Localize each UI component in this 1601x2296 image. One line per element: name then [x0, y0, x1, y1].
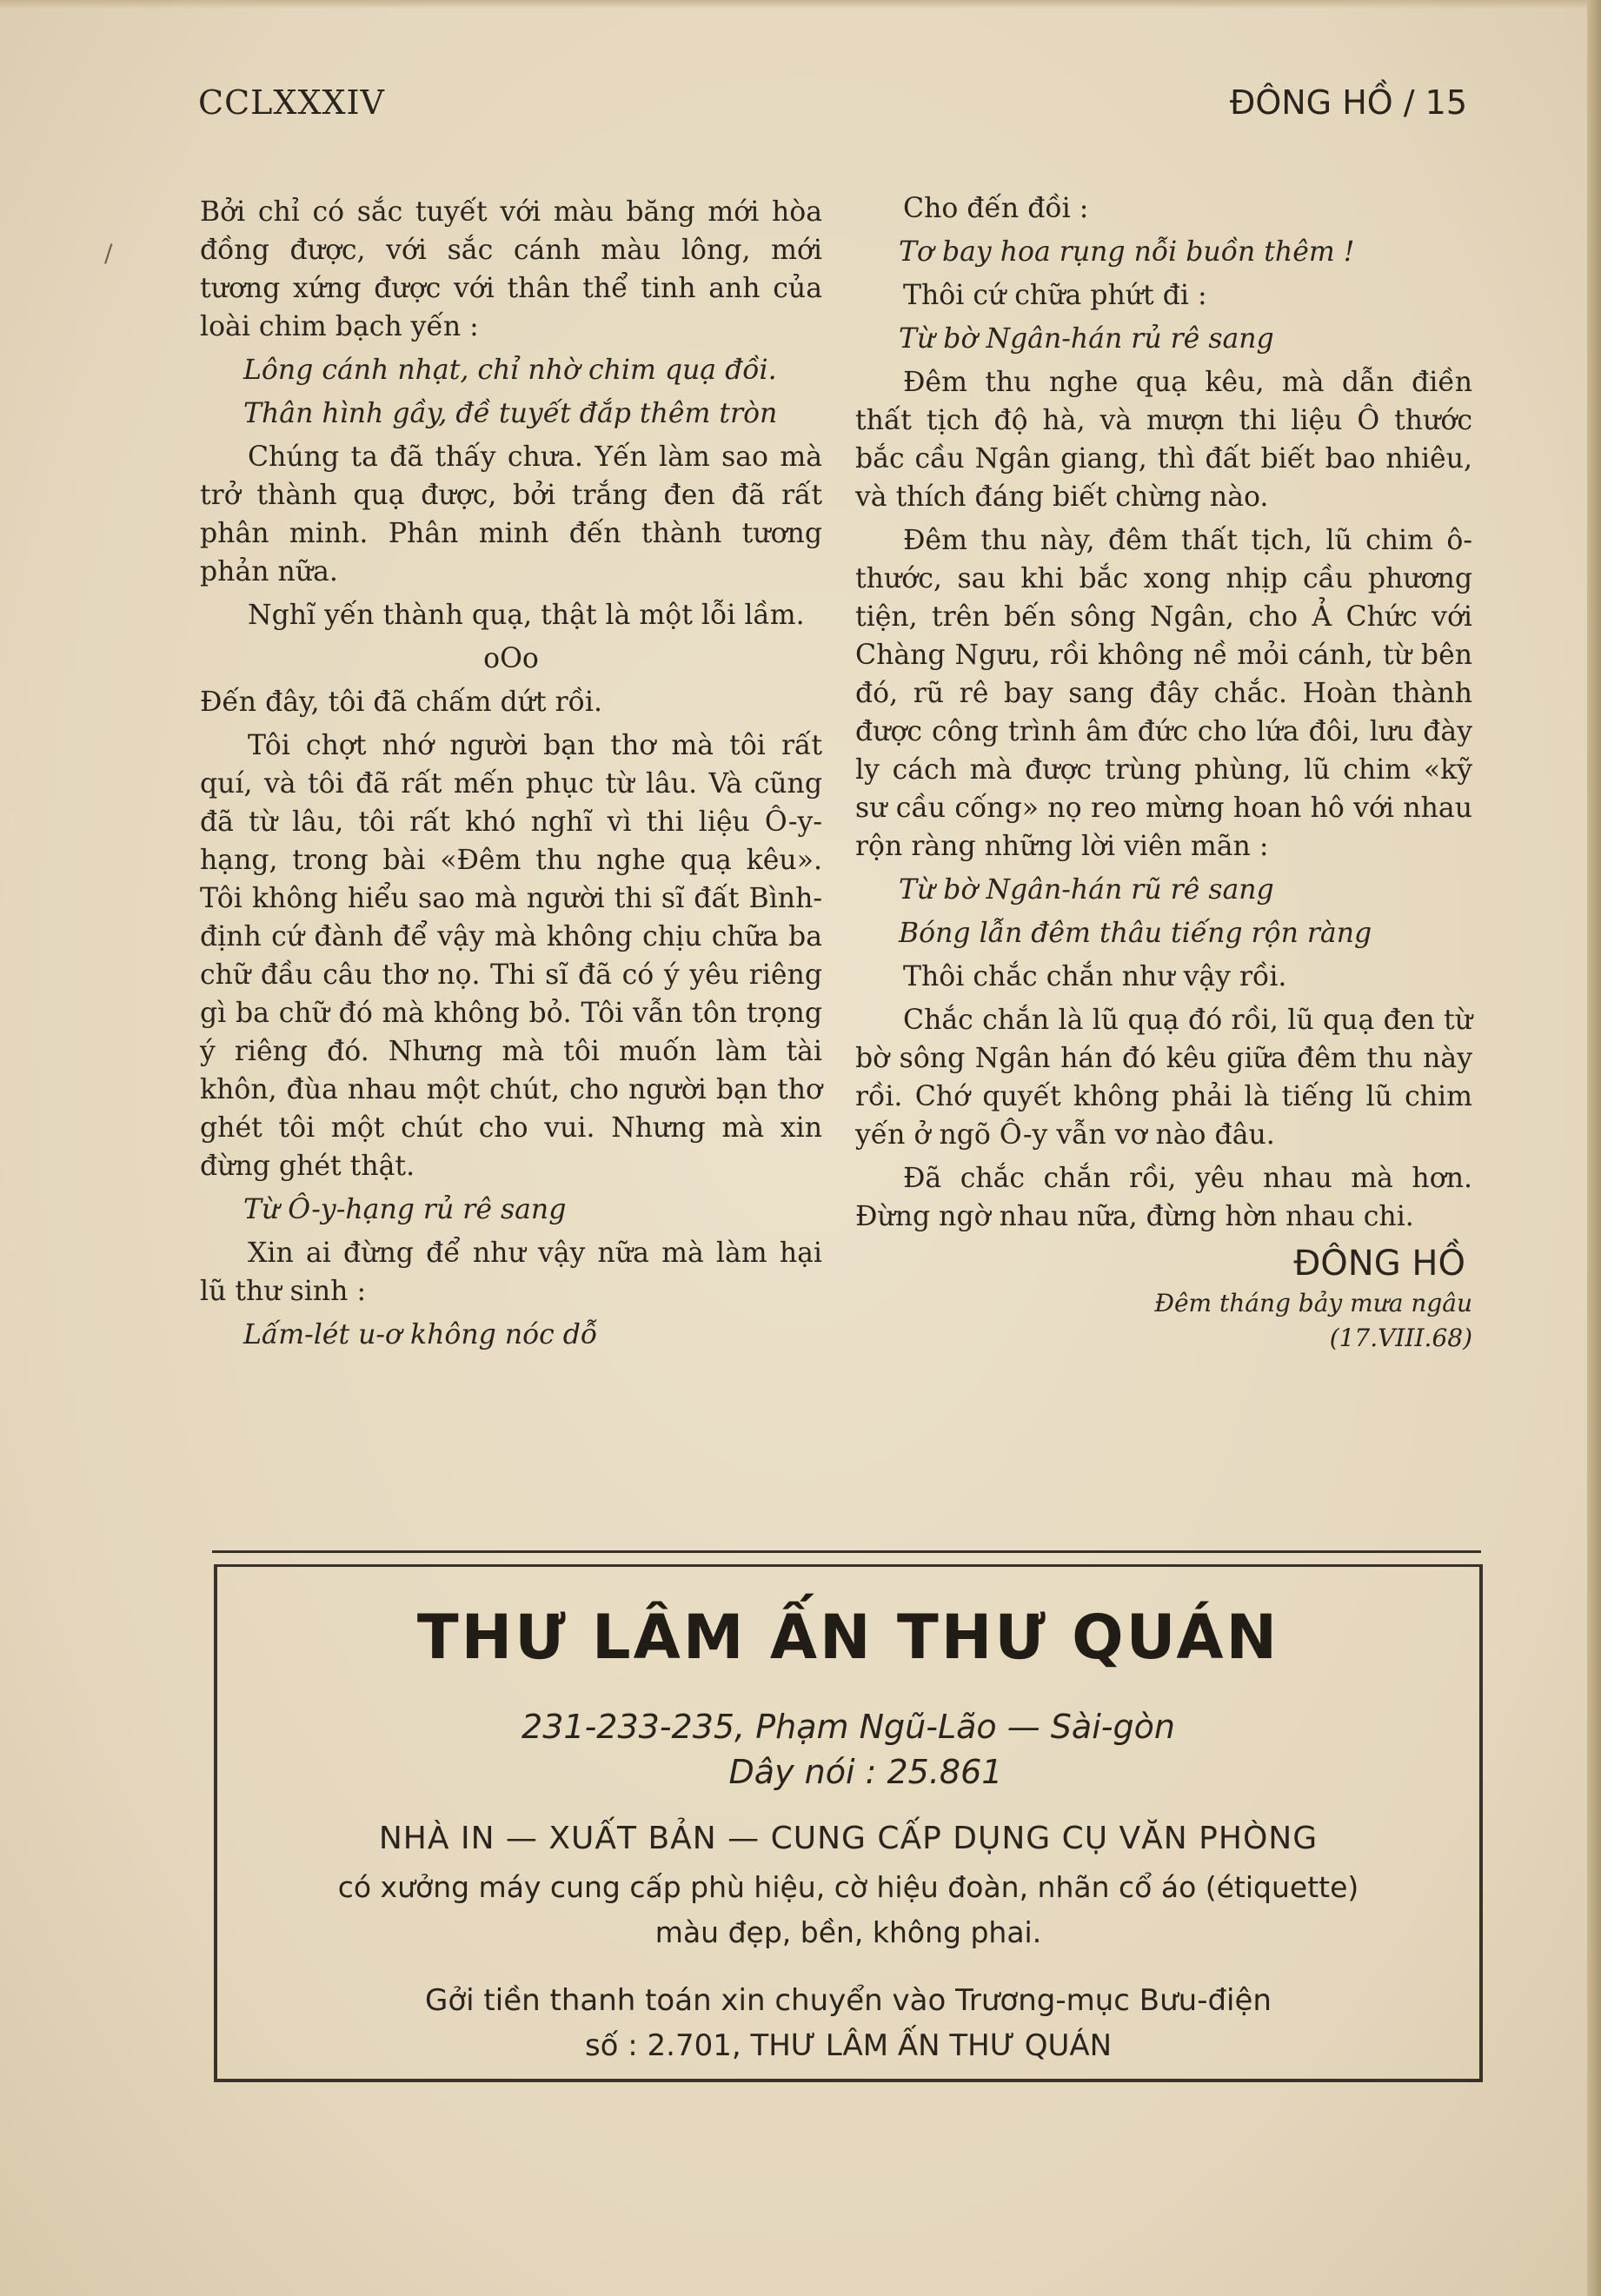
- signature-date: (17.VIII.68): [1329, 1324, 1472, 1352]
- verse-line: Từ bờ Ngân-hán rũ rê sang: [899, 874, 1274, 906]
- ad-description-line: màu đẹp, bền, không phai.: [654, 1915, 1042, 1949]
- signature-date-line: Đêm tháng bảy mưa ngâu: [1154, 1289, 1472, 1317]
- verse-line: Từ Ô-y-hạng rủ rê sang: [243, 1194, 567, 1225]
- paragraph: Chắc chắn là lũ quạ đó rồi, lũ quạ đen từ bờ sông Ngân hán đó kêu giữa đêm thu này rồi. Chớ quyết không phải là tiếng lũ chim yến ở ngõ Ô-y vẫn vơ nào đâu.: [855, 1005, 1472, 1151]
- section-separator: oOo: [483, 643, 539, 674]
- divider-rule: [212, 1550, 1481, 1553]
- margin-mark: /: [104, 239, 113, 268]
- paragraph: Tôi chợt nhớ người bạn thơ mà tôi rất quí, và tôi đã rất mến phục từ lâu. Và cũng đã từ lâu, tôi rất khó nghĩ vì thi liệu Ô-y-hạng, trong bài «Đêm thu nghe quạ kêu». Tôi không hiểu sao mà người thi sĩ đất Bình-định cứ đành để vậy mà không chịu chữa ba chữ đầu câu thơ nọ. Thi sĩ đã có ý yêu riêng gì ba chữ đó mà không bỏ. Tôi vẫn tôn trọng ý riêng đó. Nhưng mà tôi muốn làm tài khôn, đùa nhau một chút, cho người bạn thơ ghét tôi một chút cho vui. Nhưng mà xin đừng ghét thật.: [200, 730, 822, 1182]
- ad-description: [217, 1865, 1479, 1955]
- ad-phone: Dây nói : 25.861: [728, 1753, 1003, 1791]
- page-top-edge: [0, 0, 1601, 9]
- verse-line: Lấm-lét u-ơ không nóc dỗ: [243, 1319, 598, 1350]
- ad-title: THƯ LÂM ẤN THƯ QUÁN: [416, 1602, 1280, 1673]
- ad-payment-info: [217, 1978, 1479, 2068]
- paragraph: Chúng ta đã thấy chưa. Yến làm sao mà trở thành quạ được, bởi trắng đen đã rất phân minh. Phân minh đến thành tương phản nữa.: [200, 441, 822, 587]
- verse-line: Bóng lẫn đêm thâu tiếng rộn ràng: [899, 918, 1372, 949]
- issue-number: CCLXXXIV: [198, 83, 385, 122]
- paragraph: Đến đây, tôi đã chấm dứt rồi.: [200, 687, 603, 718]
- paragraph: Đêm thu nghe quạ kêu, mà dẫn điền thất tịch độ hà, và mượn thi liệu Ô thước bắc cầu Ngân giang, thì đất biết bao nhiêu, và thích đáng biết chừng nào.: [855, 367, 1472, 513]
- paragraph: Xin ai đừng để như vậy nữa mà làm hại lũ thư sinh :: [200, 1238, 822, 1307]
- page-right-edge: [1587, 0, 1601, 2296]
- right-column: [855, 189, 1472, 1356]
- ad-description-line: có xưởng máy cung cấp phù hiệu, cờ hiệu đoàn, nhãn cổ áo (étiquette): [337, 1870, 1359, 1904]
- paragraph: Đã chắc chắn rồi, yêu nhau mà hơn. Đừng ngờ nhau nữa, đừng hờn nhau chi.: [855, 1163, 1472, 1232]
- paragraph: Thôi chắc chắn như vậy rồi.: [903, 961, 1287, 992]
- paragraph: Bởi chỉ có sắc tuyết với màu băng mới hòa đồng được, với sắc cánh màu lông, mới tương xứng được với thân thể tinh anh của loài chim bạch yến :: [200, 196, 822, 342]
- advertisement-box: [214, 1564, 1483, 2082]
- verse-line: Lông cánh nhạt, chỉ nhờ chim quạ đồi.: [243, 355, 777, 386]
- ad-services: NHÀ IN — XUẤT BẢN — CUNG CẤP DỤNG CỤ VĂN PHÒNG: [378, 1821, 1319, 1856]
- page-header: [198, 83, 1467, 127]
- page-running-title: ĐÔNG HỒ / 15: [1229, 83, 1467, 122]
- left-column: [200, 193, 822, 1359]
- verse-line: Từ bờ Ngân-hán rủ rê sang: [899, 323, 1274, 355]
- paragraph: Thôi cứ chữa phứt đi :: [903, 280, 1207, 311]
- ad-payment-line: Gởi tiền thanh toán xin chuyển vào Trương-mục Bưu-điện: [425, 1983, 1272, 2018]
- paragraph: Đêm thu này, đêm thất tịch, lũ chim ô-thước, sau khi bắc xong nhịp cầu phương tiện, trên bến sông Ngân, cho Ả Chức với Chàng Ngưu, rồi không nề mỏi cánh, từ bên đó, rũ rê bay sang đây chắc. Hoàn thành được công trình âm đức cho lứa đôi, lưu đày ly cách mà được trùng phùng, lũ chim «kỹ sư cầu cống» nọ reo mừng hoan hô với nhau rộn ràng những lời viên mãn :: [855, 525, 1472, 862]
- verse-line: Thân hình gầy, đề tuyết đắp thêm tròn: [243, 398, 778, 429]
- paragraph: Nghĩ yến thành quạ, thật là một lỗi lầm.: [248, 600, 805, 631]
- paragraph: Cho đến đồi :: [903, 193, 1089, 224]
- ad-payment-account: số : 2.701, THƯ LÂM ẤN THƯ QUÁN: [584, 2028, 1113, 2063]
- verse-line: Tơ bay hoa rụng nỗi buồn thêm !: [899, 236, 1355, 268]
- ad-address: 231-233-235, Phạm Ngũ-Lão — Sài-gòn: [521, 1708, 1175, 1746]
- author-signature: ĐÔNG HỒ: [1293, 1244, 1465, 1284]
